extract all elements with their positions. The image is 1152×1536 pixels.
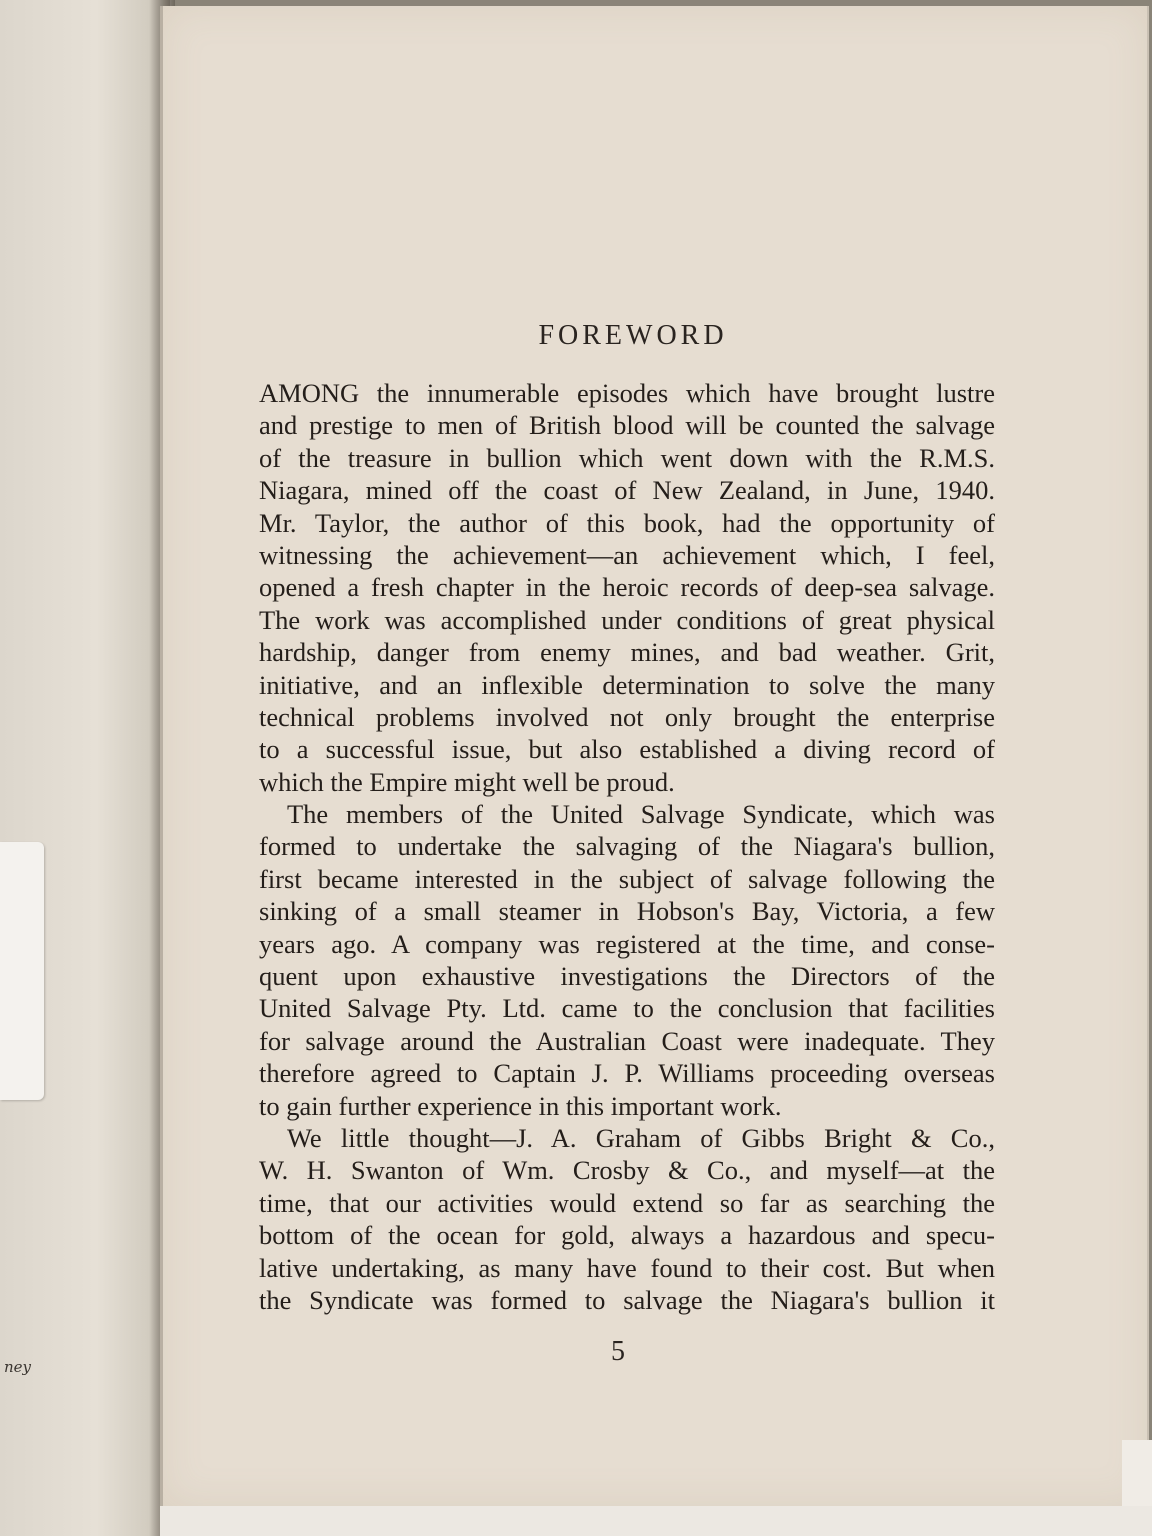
text-line: the Syndicate was formed to salvage the Niagara's bullion it: [259, 1284, 995, 1315]
text-line: therefore agreed to Captain J. P. Williams proceeding overseas: [259, 1058, 995, 1089]
text-line: United Salvage Pty. Ltd. came to the conclusion that facilities: [259, 993, 995, 1024]
foreword-body: [259, 377, 995, 1316]
text-line: witnessing the achievement—an achievement which, I feel,: [259, 539, 995, 570]
text-line: and prestige to men of British blood will be counted the salvage: [259, 410, 995, 441]
text-line: W. H. Swanton of Wm. Crosby & Co., and myself—at the: [259, 1155, 995, 1186]
text-line: to gain further experience in this important work.: [259, 1090, 782, 1121]
text-line: sinking of a small steamer in Hobson's Bay, Victoria, a few: [259, 896, 995, 927]
text-line: technical problems involved not only brought the enterprise: [259, 701, 995, 732]
text-line: lative undertaking, as many have found to their cost. But when: [259, 1252, 995, 1283]
text-line: The work was accomplished under conditions of great physical: [259, 604, 995, 635]
text-line: for salvage around the Australian Coast were inadequate. They: [259, 1025, 995, 1056]
background-surface-bottom: [160, 1506, 1152, 1536]
book-page: [160, 6, 1149, 1512]
text-line: We little thought—J. A. Graham of Gibbs Bright & Co.,: [287, 1122, 995, 1153]
text-line: which the Empire might well be proud.: [259, 766, 675, 797]
text-line: Mr. Taylor, the author of this book, had the opportunity of: [259, 507, 995, 538]
text-line: Niagara, mined off the coast of New Zealand, in June, 1940.: [259, 475, 995, 506]
text-line: first became interested in the subject of salvage following the: [259, 863, 995, 894]
text-line: initiative, and an inflexible determination to solve the many: [259, 669, 995, 700]
background-surface: [1122, 1440, 1152, 1506]
left-page-text-fragment: ney: [4, 1358, 32, 1376]
left-page-edge: [0, 0, 175, 1536]
text-line: The members of the United Salvage Syndicate, which was: [287, 799, 995, 830]
text-line: formed to undertake the salvaging of the Niagara's bullion,: [259, 831, 995, 862]
text-line: quent upon exhaustive investigations the Directors of the: [259, 961, 995, 992]
text-line: to a successful issue, but also established a diving record of: [259, 734, 995, 765]
page-number: 5: [611, 1336, 625, 1367]
text-line: opened a fresh chapter in the heroic records of deep-sea salvage.: [259, 572, 995, 603]
text-line: time, that our activities would extend so far as searching the: [259, 1187, 995, 1218]
page-title: FOREWORD: [538, 320, 728, 351]
text-line: of the treasure in bullion which went down with the R.M.S.: [259, 442, 995, 473]
text-line: bottom of the ocean for gold, always a hazardous and specu-: [259, 1220, 995, 1251]
text-line: years ago. A company was registered at the time, and conse-: [259, 928, 995, 959]
text-line: AMONG the innumerable episodes which have brought lustre: [259, 378, 995, 408]
left-page-label-sticker: [0, 842, 44, 1100]
text-line: hardship, danger from enemy mines, and bad weather. Grit,: [259, 637, 995, 668]
